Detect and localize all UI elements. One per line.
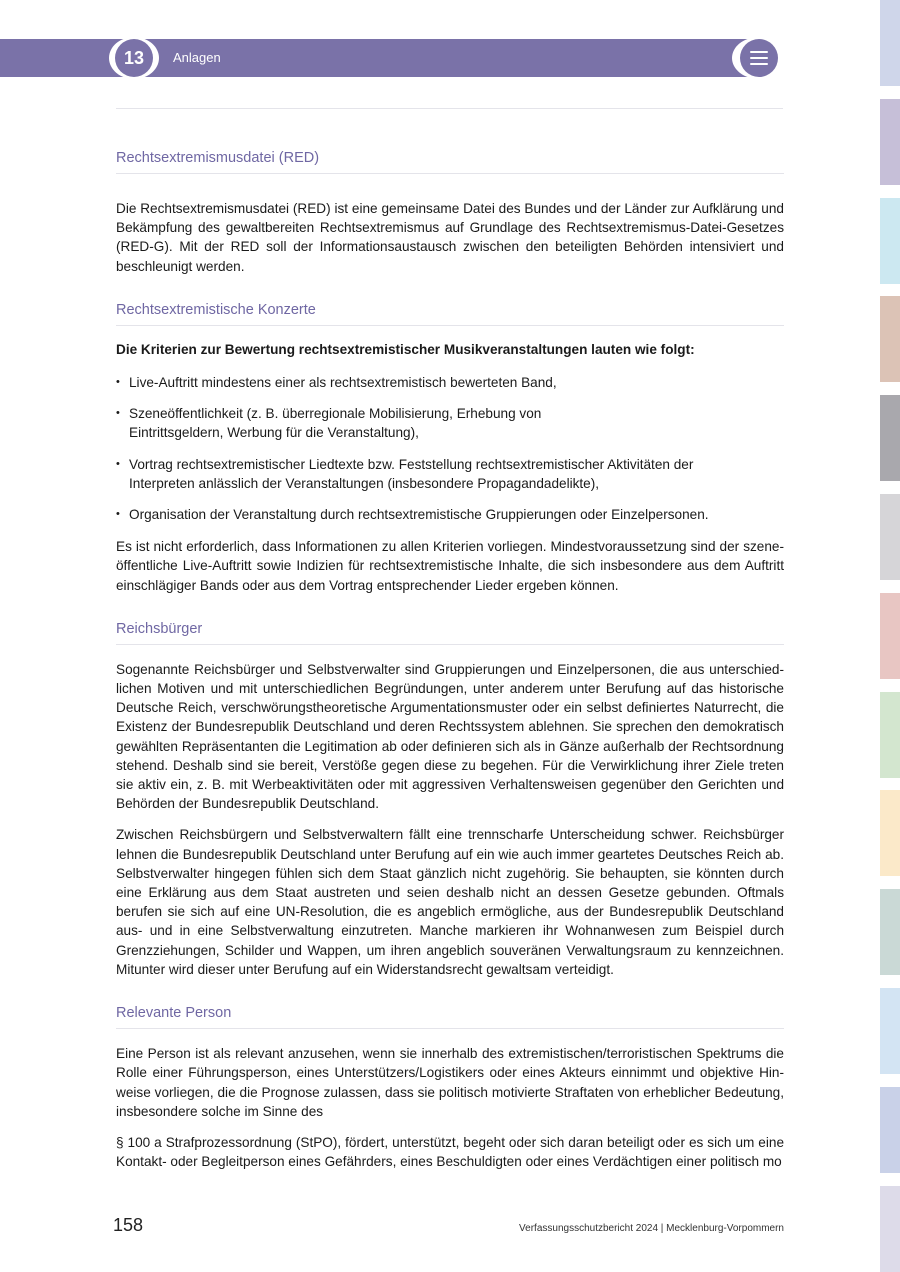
paragraph: Es ist nicht erforderlich, dass Informationen zu allen Kriterien vorliegen. Mindestvoraussetzung sind der szeneöffentliche Live-Auftritt sowie Indizien für rechtsextremistische Inhalte, die sich insbesondere aus dem Auftritt einschlägiger Bands oder aus dem Vortrag entsprechender Lieder ergeben können. — [116, 539, 784, 593]
chapter-tab[interactable] — [880, 692, 900, 778]
list-item: • Organisation der Veranstaltung durch rechtsextremistische Gruppierungen oder Einzelpersonen. — [116, 505, 784, 524]
header-divider — [116, 108, 783, 109]
chapter-badge — [109, 37, 159, 79]
chapter-tab[interactable] — [880, 99, 900, 185]
list-item: • Szeneöffentlichkeit (z. B. überregionale Mobilisierung, Erhebung von Eintrittsgeldern, Werbung für die Veranstaltung), — [116, 404, 784, 442]
paragraph: Sogenannte Reichsbürger und Selbstverwalter sind Gruppierungen und Einzelpersonen, die aus unterschiedlichen Motiven und mit unterschiedlichen Begründungen, unter anderem unter Berufung auf das historische Deutsche Reich, verschwörungstheoretische Argumentationsmuster oder ein selbst definiertes Naturrecht, die Existenz der Bundesrepublik Deutschland und deren Rechtssystem ablehnen. Sie sprechen den demokratisch gewählten Repräsentanten die Legitimation ab oder definieren sich als in Gänze außerhalb der Rechtsordnung stehend. Deshalb sind sie bereit, Verstöße gegen diese zu begehen. Für die Verwirklichung ihrer Ziele treten sie aktiv ein, z. B. mit Werbeaktivitäten oder mit aggressiven Verhaltensweisen gegenüber den Gerichten und Behörden der Bundesrepublik Deutschland. — [116, 661, 784, 812]
list-item: • Vortrag rechtsextremistischer Liedtexte bzw. Feststellung rechtsextremistischer Aktivitäten der Interpreten anlässlich der Veranstaltungen (insbesondere Propagandadelikte), — [116, 455, 784, 493]
menu-button[interactable] — [740, 39, 778, 77]
page-content — [116, 150, 784, 1171]
paragraph: Zwischen Reichsbürgern und Selbstverwaltern fällt eine trennscharfe Unterscheidung schwer. Reichsbürger lehnen die Bundesrepublik Deutschland unter Berufung auf ein wie auch immer geartetes Deutsches Reich ab. Selbstverwalter hingegen fühlen sich dem Staat gänzlich nicht zugehörig. Sie behaupten, sie könnten durch eine Erklärung aus dem Staat austreten und seien deshalb nicht an dessen Gesetze gebunden. Oftmals berufen sie sich auf eine UN-Resolution, die es angeblich ermögliche, aus der Bundesrepublik Deutschland aus- und in eine Selbstverwaltung einzutreten. Manche markieren ihr Wohnanwesen zum Beispiel durch Grenzziehungen, Schilder und Wappen, um ihren angeblich souveränen Verwaltungsraum zu kennzeichnen. Mitunter wird dieser unter Berufung auf ein Widerstandsrecht gewaltsam verteidigt. — [116, 827, 784, 977]
paragraph: Eine Person ist als relevant anzusehen, wenn sie innerhalb des extremistischen/terroristischen Spektrums die Rolle einer Führungsperson, eines Unterstützers/Logistikers oder eines Akteurs einnimmt und objektive Hinweise vorliegen, die die Prognose zulassen, dass sie politisch motivierte Straftaten von erheblicher Bedeutung, insbesondere solche im Sinne des — [116, 1046, 784, 1119]
chapter-tab[interactable] — [880, 1186, 900, 1272]
page-number: 158 — [113, 1215, 144, 1235]
chapter-tab[interactable] — [880, 1087, 900, 1173]
chapter-tab[interactable] — [880, 593, 900, 679]
list-item: • Live-Auftritt mindestens einer als rechtsextremistisch bewerteten Band, — [116, 373, 784, 392]
section-title-konzerte: Rechtsextremistische Konzerte — [116, 302, 784, 326]
criteria-lead: Die Kriterien zur Bewertung rechtsextremistischer Musikveranstaltungen lauten wie folgt: — [116, 341, 695, 357]
criteria-list — [116, 373, 784, 524]
chapter-tab[interactable] — [880, 0, 900, 86]
chapter-tab-strip — [880, 0, 900, 1272]
chapter-number: 13 — [115, 39, 153, 77]
menu-button-wrapper — [732, 37, 786, 79]
hamburger-icon-line — [750, 63, 768, 65]
chapter-tab[interactable] — [880, 790, 900, 876]
hamburger-icon-line — [750, 51, 768, 53]
hamburger-icon-line — [750, 57, 768, 59]
chapter-tab[interactable] — [880, 988, 900, 1074]
section-title-relevante-person: Relevante Person — [116, 1005, 784, 1029]
publication-footer: Verfassungsschutzbericht 2024 | Mecklenburg-Vorpommern — [519, 1223, 784, 1234]
section-title-reichsbuerger: Reichsbürger — [116, 621, 784, 645]
chapter-tab[interactable] — [880, 889, 900, 975]
chapter-tab[interactable] — [880, 296, 900, 382]
chapter-tab[interactable] — [880, 395, 900, 481]
chapter-tab[interactable] — [880, 494, 900, 580]
chapter-tab[interactable] — [880, 198, 900, 284]
chapter-label[interactable]: Anlagen — [173, 50, 221, 65]
paragraph: § 100 a Strafprozessordnung (StPO), fördert, unterstützt, begeht oder sich daran beteiligt oder es sich um eine Kontakt- oder Begleitperson eines Gefährders, eines Beschuldigten oder eines Verdächtigen einer politisch mo — [116, 1134, 784, 1170]
paragraph: Die Rechtsextremismusdatei (RED) ist eine gemeinsame Datei des Bundes und der Länder zur Aufklärung und Bekämpfung des gewaltbereiten Rechtsextremismus auf Grundlage des Rechtsextremismus-Datei-Gesetzes (RED-G). Mit der RED soll der Informationsaustausch zwischen den beteiligten Behörden intensiviert und beschleunigt werden. — [116, 201, 784, 274]
section-title-red: Rechtsextremismusdatei (RED) — [116, 150, 784, 174]
